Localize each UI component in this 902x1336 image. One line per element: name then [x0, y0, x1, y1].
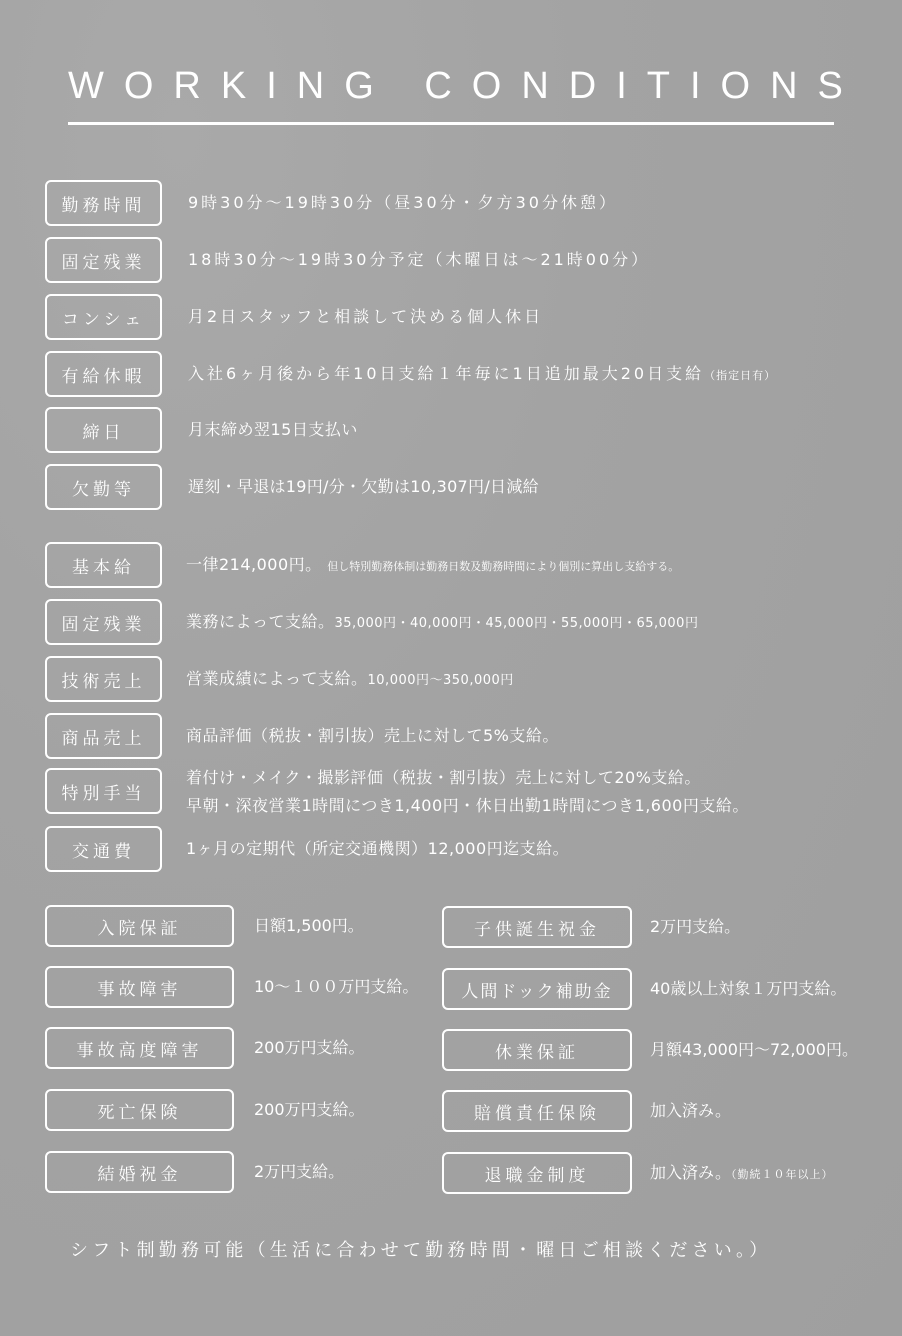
label-product-sales: 商品売上 [45, 713, 162, 759]
value-fixed-overtime-pay [186, 611, 698, 635]
value-closing-date: 月末締め翌15日支払い [188, 420, 358, 439]
label-fixed-overtime-hours: 固定残業 [45, 237, 162, 283]
fixed-overtime-pay-text: 業務によって支給。 [186, 612, 335, 631]
value-special-allowance-line1: 着付け・メイク・撮影評価（税抜・割引抜）売上に対して20%支給。 [186, 768, 701, 787]
label-childbirth-gift: 子供誕生祝金 [442, 906, 632, 948]
title-underline [68, 122, 834, 125]
value-fixed-overtime-hours: 18時30分～19時30分予定（木曜日は～21時00分） [188, 250, 651, 269]
label-severe-disability: 事故高度障害 [45, 1027, 234, 1069]
page-title: WORKING CONDITIONS [68, 65, 863, 107]
value-wedding-gift: 2万円支給。 [254, 1162, 345, 1181]
label-liability-insurance: 賠償責任保険 [442, 1090, 632, 1132]
value-paid-leave [188, 363, 776, 387]
technical-sales-text: 営業成績によって支給。 [186, 669, 368, 688]
value-base-pay [186, 554, 679, 578]
label-wedding-gift: 結婚祝金 [45, 1151, 234, 1193]
value-liability-insurance: 加入済み。 [650, 1101, 731, 1120]
value-accident-disability: 10～１００万円支給。 [254, 977, 419, 996]
value-leave-compensation: 月額43,000円～72,000円。 [650, 1040, 858, 1059]
label-retirement-allowance: 退職金制度 [442, 1152, 632, 1194]
value-concierge: 月2日スタッフと相談して決める個人休日 [188, 307, 544, 326]
label-working-hours: 勤務時間 [45, 180, 162, 226]
shift-work-note: シフト制勤務可能（生活に合わせて勤務時間・曜日ご相談ください。） [70, 1240, 772, 1261]
label-concierge: コンシェ [45, 294, 162, 340]
retirement-text: 加入済み。 [650, 1163, 731, 1182]
value-hospitalization: 日額1,500円。 [254, 916, 364, 935]
label-hospitalization: 入院保証 [45, 905, 234, 947]
label-fixed-overtime-pay: 固定残業 [45, 599, 162, 645]
label-paid-leave: 有給休暇 [45, 351, 162, 397]
base-pay-note: 但し特別勤務体制は勤務日数及勤務時間により個別に算出し支給する。 [327, 560, 680, 573]
label-technical-sales: 技術売上 [45, 656, 162, 702]
label-accident-disability: 事故障害 [45, 966, 234, 1008]
value-product-sales: 商品評価（税抜・割引抜）売上に対して5%支給。 [186, 726, 559, 745]
fixed-overtime-pay-amounts: 35,000円・40,000円・45,000円・55,000円・65,000円 [334, 616, 699, 631]
value-special-allowance-line2: 早朝・深夜営業1時間につき1,400円・休日出勤1時間につき1,600円支給。 [186, 796, 749, 815]
label-special-allowance: 特別手当 [45, 768, 162, 814]
value-childbirth-gift: 2万円支給。 [650, 917, 741, 936]
value-health-checkup-subsidy: 40歳以上対象１万円支給。 [650, 979, 847, 998]
label-leave-compensation: 休業保証 [442, 1029, 632, 1071]
value-working-hours: 9時30分～19時30分（昼30分・夕方30分休憩） [188, 193, 618, 212]
label-absence: 欠勤等 [45, 464, 162, 510]
base-pay-text: 一律214,000円。 [186, 555, 322, 574]
label-transportation: 交通費 [45, 826, 162, 872]
value-transportation: 1ヶ月の定期代（所定交通機関）12,000円迄支給。 [186, 839, 570, 858]
label-death-insurance: 死亡保険 [45, 1089, 234, 1131]
label-closing-date: 締日 [45, 407, 162, 453]
paid-leave-text: 入社6ヶ月後から年10日支給１年毎に1日追加最大20日支給 [188, 364, 705, 383]
value-absence: 遅刻・早退は19円/分・欠勤は10,307円/日減給 [188, 477, 539, 496]
value-death-insurance: 200万円支給。 [254, 1100, 365, 1119]
label-health-checkup-subsidy: 人間ドック補助金 [442, 968, 632, 1010]
value-retirement-allowance [650, 1162, 833, 1186]
value-severe-disability: 200万円支給。 [254, 1038, 365, 1057]
value-technical-sales [186, 668, 514, 692]
paid-leave-note: （指定日有） [704, 369, 777, 382]
technical-sales-range: 10,000円～350,000円 [367, 673, 514, 688]
retirement-note: （勤続１０年以上） [730, 1168, 834, 1181]
label-base-pay: 基本給 [45, 542, 162, 588]
